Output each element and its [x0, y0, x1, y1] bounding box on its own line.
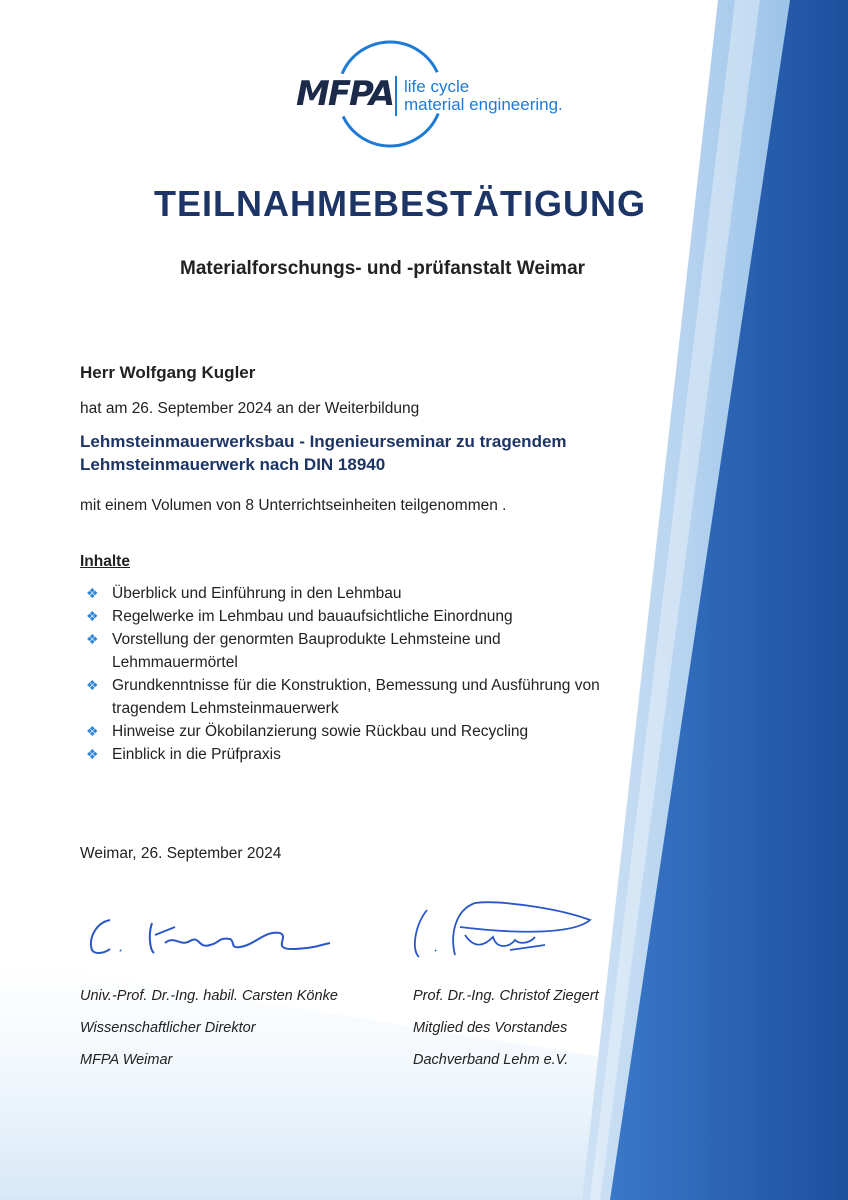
- signatory-1-role: Wissenschaftlicher Direktor: [80, 1020, 256, 1036]
- signatory-1-org: MFPA Weimar: [80, 1052, 173, 1068]
- signatory-2-role: Mitglied des Vorstandes: [413, 1020, 568, 1036]
- signatory-2-org: Dachverband Lehm e.V.: [413, 1052, 569, 1068]
- place-date: Weimar, 26. September 2024: [80, 845, 282, 862]
- signature-koenke: [80, 905, 350, 965]
- institution-name: Materialforschungs- und -prüfanstalt Weimar: [180, 258, 586, 279]
- course-line-1: Lehmsteinmauerwerksbau - Ingenieurseminar zu tragendem: [80, 432, 567, 451]
- diamond-bullet-icon: ❖: [86, 723, 99, 739]
- contents-heading: Inhalte: [80, 553, 130, 570]
- contents-list: [80, 582, 650, 766]
- logo-line1: life cycle: [404, 77, 470, 96]
- signatory-2: [413, 980, 599, 1076]
- logo-divider: [395, 76, 397, 116]
- list-item: ❖ Hinweise zur Ökobilanzierung sowie Rückbau und Recycling: [80, 720, 650, 743]
- list-item: ❖ Grundkenntnisse für die Konstruktion, Bemessung und Ausführung von tragendem Lehmsteinmauerwerk: [80, 674, 650, 720]
- diamond-bullet-icon: ❖: [86, 608, 99, 624]
- course-title: [80, 430, 567, 476]
- certificate-title: TEILNAHMEBESTÄTIGUNG: [154, 183, 646, 224]
- signatory-1-name: Univ.-Prof. Dr.-Ing. habil. Carsten Könke: [80, 988, 338, 1004]
- list-item: ❖ Vorstellung der genormten Bauprodukte Lehmsteine und Lehmmauermörtel: [80, 628, 582, 674]
- volume-text: mit einem Volumen von 8 Unterrichtseinheiten teilgenommen .: [80, 497, 507, 514]
- signature-ziegert: [405, 895, 605, 970]
- diamond-bullet-icon: ❖: [86, 677, 99, 693]
- diamond-bullet-icon: ❖: [86, 631, 99, 647]
- signatory-1: [80, 980, 338, 1076]
- recipient-name: Herr Wolfgang Kugler: [80, 363, 256, 382]
- list-item: ❖ Regelwerke im Lehmbau und bauaufsichtliche Einordnung: [80, 605, 650, 628]
- list-item: ❖ Einblick in die Prüfpraxis: [80, 743, 650, 766]
- list-item: ❖ Überblick und Einführung in den Lehmbau: [80, 582, 650, 605]
- logo-mark: MFPA: [296, 74, 394, 114]
- logo: [290, 38, 580, 150]
- course-line-2: Lehmsteinmauerwerk nach DIN 18940: [80, 455, 386, 474]
- intro-text: hat am 26. September 2024 an der Weiterbildung: [80, 400, 420, 417]
- diamond-bullet-icon: ❖: [86, 585, 99, 601]
- signatory-2-name: Prof. Dr.-Ing. Christof Ziegert: [413, 988, 599, 1004]
- diamond-bullet-icon: ❖: [86, 746, 99, 762]
- logo-line2: material engineering.: [404, 95, 563, 114]
